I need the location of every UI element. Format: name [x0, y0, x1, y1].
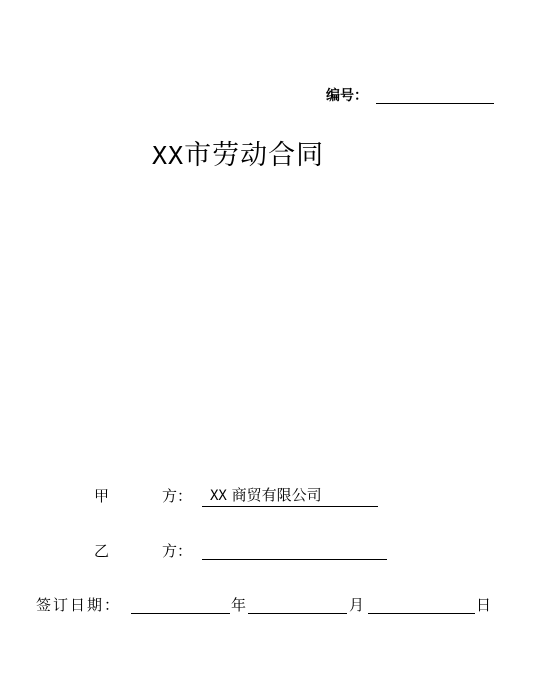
party-a-label-suffix: 方：	[162, 487, 193, 505]
year-unit: 年	[231, 596, 247, 614]
party-b-blank-line	[202, 559, 387, 560]
page-title	[152, 138, 324, 174]
party-a-value-text: 商贸有限公司	[231, 486, 322, 504]
day-blank-line	[368, 613, 475, 614]
party-b-label-suffix: 方：	[162, 542, 193, 560]
contract-number-blank-line	[376, 103, 494, 104]
party-a-value-prefix: XX	[210, 488, 227, 504]
party-a-value-field	[202, 486, 378, 507]
party-b-label-char: 乙	[94, 542, 110, 560]
signing-date-label: 签订日期：	[36, 596, 122, 614]
month-blank-line	[248, 613, 347, 614]
title-city-placeholder: XX	[152, 141, 185, 170]
title-text: 市劳动合同	[184, 140, 325, 171]
contract-number-label: 编号：	[326, 88, 368, 104]
month-unit: 月	[349, 596, 365, 614]
day-unit: 日	[476, 596, 492, 614]
party-a-label-char: 甲	[94, 487, 110, 505]
year-blank-line	[131, 613, 230, 614]
